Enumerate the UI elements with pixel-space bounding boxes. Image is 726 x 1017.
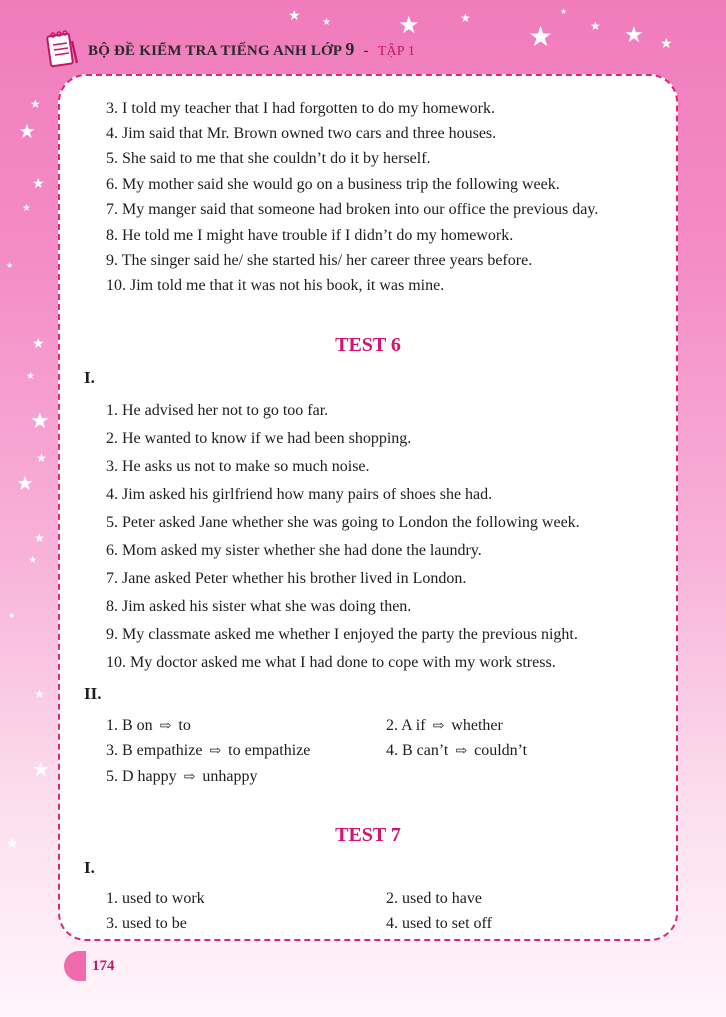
star-icon: ★ xyxy=(26,371,35,382)
correction-to: couldn’t xyxy=(474,742,528,759)
answer-line: 3. I told my teacher that I had forgotten to do my homework. xyxy=(106,100,495,117)
answer-line: 9. The singer said he/ she started his/ her career three years before. xyxy=(106,252,533,269)
star-icon: ★ xyxy=(624,22,644,47)
correction-to: to empathize xyxy=(228,742,311,759)
answer-line: 3. He asks us not to make so much noise. xyxy=(106,458,370,475)
page-header xyxy=(44,24,415,74)
answer-line: 5. She said to me that she couldn’t do it by herself. xyxy=(106,150,431,167)
book-title-text: BỘ ĐỀ KIỂM TRA TIẾNG ANH LỚP xyxy=(88,42,342,59)
answer-line: 5. Peter asked Jane whether she was going to London the following week. xyxy=(106,514,580,531)
answer-line: 7. Jane asked Peter whether his brother lived in London. xyxy=(106,570,467,587)
star-icon: ★ xyxy=(6,837,19,852)
star-icon: ★ xyxy=(30,97,41,111)
answer-line: 7. My manger said that someone had broken into our office the previous day. xyxy=(106,201,599,218)
correction-from: 5. D happy xyxy=(106,768,177,785)
correction-item xyxy=(386,717,503,735)
answer-item: 2. used to have xyxy=(386,890,482,907)
star-icon: ★ xyxy=(32,337,45,352)
correction-item xyxy=(106,768,258,786)
star-icon: ★ xyxy=(288,9,301,24)
star-icon: ★ xyxy=(6,261,14,270)
answer-line: 6. Mom asked my sister whether she had done the laundry. xyxy=(106,542,482,559)
section-label: II. xyxy=(84,684,102,703)
page-footer xyxy=(64,950,115,982)
correction-from: 2. A if xyxy=(386,717,426,734)
correction-to: to xyxy=(178,717,191,734)
answer-line: 8. He told me I might have trouble if I didn’t do my homework. xyxy=(106,227,514,244)
answer-line: 1. He advised her not to go too far. xyxy=(106,402,329,419)
answer-line: 4. Jim asked his girlfriend how many pairs of shoes she had. xyxy=(106,486,493,503)
correction-to: unhappy xyxy=(202,768,258,785)
answer-line: 10. Jim told me that it was not his book, it was mine. xyxy=(106,277,445,294)
answer-item: 1. used to work xyxy=(106,890,205,907)
star-icon: ★ xyxy=(22,203,31,214)
star-icon: ★ xyxy=(560,7,568,16)
arrow-right-icon: ⇨ xyxy=(432,719,445,734)
correction-item xyxy=(386,742,527,760)
answer-item: 4. used to set off xyxy=(386,915,492,932)
star-icon: ★ xyxy=(590,19,601,33)
star-icon: ★ xyxy=(398,13,420,39)
page-tab-icon xyxy=(64,951,86,981)
star-icon: ★ xyxy=(16,473,34,495)
volume-label: TẬP 1 xyxy=(377,43,416,59)
arrow-right-icon: ⇨ xyxy=(455,744,468,759)
star-icon: ★ xyxy=(660,37,673,52)
correction-from: 4. B can’t xyxy=(386,742,449,759)
star-icon: ★ xyxy=(8,611,16,620)
star-icon: ★ xyxy=(34,531,45,545)
star-icon: ★ xyxy=(32,759,50,781)
star-icon: ★ xyxy=(28,555,37,566)
book-title xyxy=(88,39,415,60)
correction-from: 1. B on xyxy=(106,717,153,734)
answer-line: 4. Jim said that Mr. Brown owned two cars and three houses. xyxy=(106,125,497,142)
correction-from: 3. B empathize xyxy=(106,742,203,759)
correction-item xyxy=(106,717,191,735)
correction-item xyxy=(106,742,310,760)
arrow-right-icon: ⇨ xyxy=(209,744,222,759)
arrow-right-icon: ⇨ xyxy=(183,770,196,785)
star-icon: ★ xyxy=(32,177,45,192)
correction-to: whether xyxy=(451,717,503,734)
title-separator: - xyxy=(363,42,369,59)
arrow-right-icon: ⇨ xyxy=(159,719,172,734)
section-label: I. xyxy=(84,858,95,877)
content-panel xyxy=(58,74,678,941)
section-label: I. xyxy=(84,368,95,387)
star-icon: ★ xyxy=(322,17,331,28)
answer-item: 3. used to be xyxy=(106,915,187,932)
test-6-title: TEST 6 xyxy=(335,334,401,356)
notebook-icon xyxy=(44,29,80,69)
answer-line: 2. He wanted to know if we had been shopping. xyxy=(106,430,412,447)
star-icon: ★ xyxy=(30,408,50,433)
answer-line: 6. My mother said she would go on a business trip the following week. xyxy=(106,176,560,193)
star-icon: ★ xyxy=(528,22,554,53)
test-7-title: TEST 7 xyxy=(335,824,401,846)
star-icon: ★ xyxy=(460,11,471,25)
star-icon: ★ xyxy=(18,121,36,143)
page-number: 174 xyxy=(92,957,115,974)
grade-number: 9 xyxy=(345,38,355,59)
answer-line: 8. Jim asked his sister what she was doing then. xyxy=(106,598,412,615)
answer-line: 10. My doctor asked me what I had done to cope with my work stress. xyxy=(106,654,556,671)
star-icon: ★ xyxy=(36,451,47,465)
answer-line: 9. My classmate asked me whether I enjoyed the party the previous night. xyxy=(106,626,578,643)
star-icon: ★ xyxy=(34,687,45,701)
